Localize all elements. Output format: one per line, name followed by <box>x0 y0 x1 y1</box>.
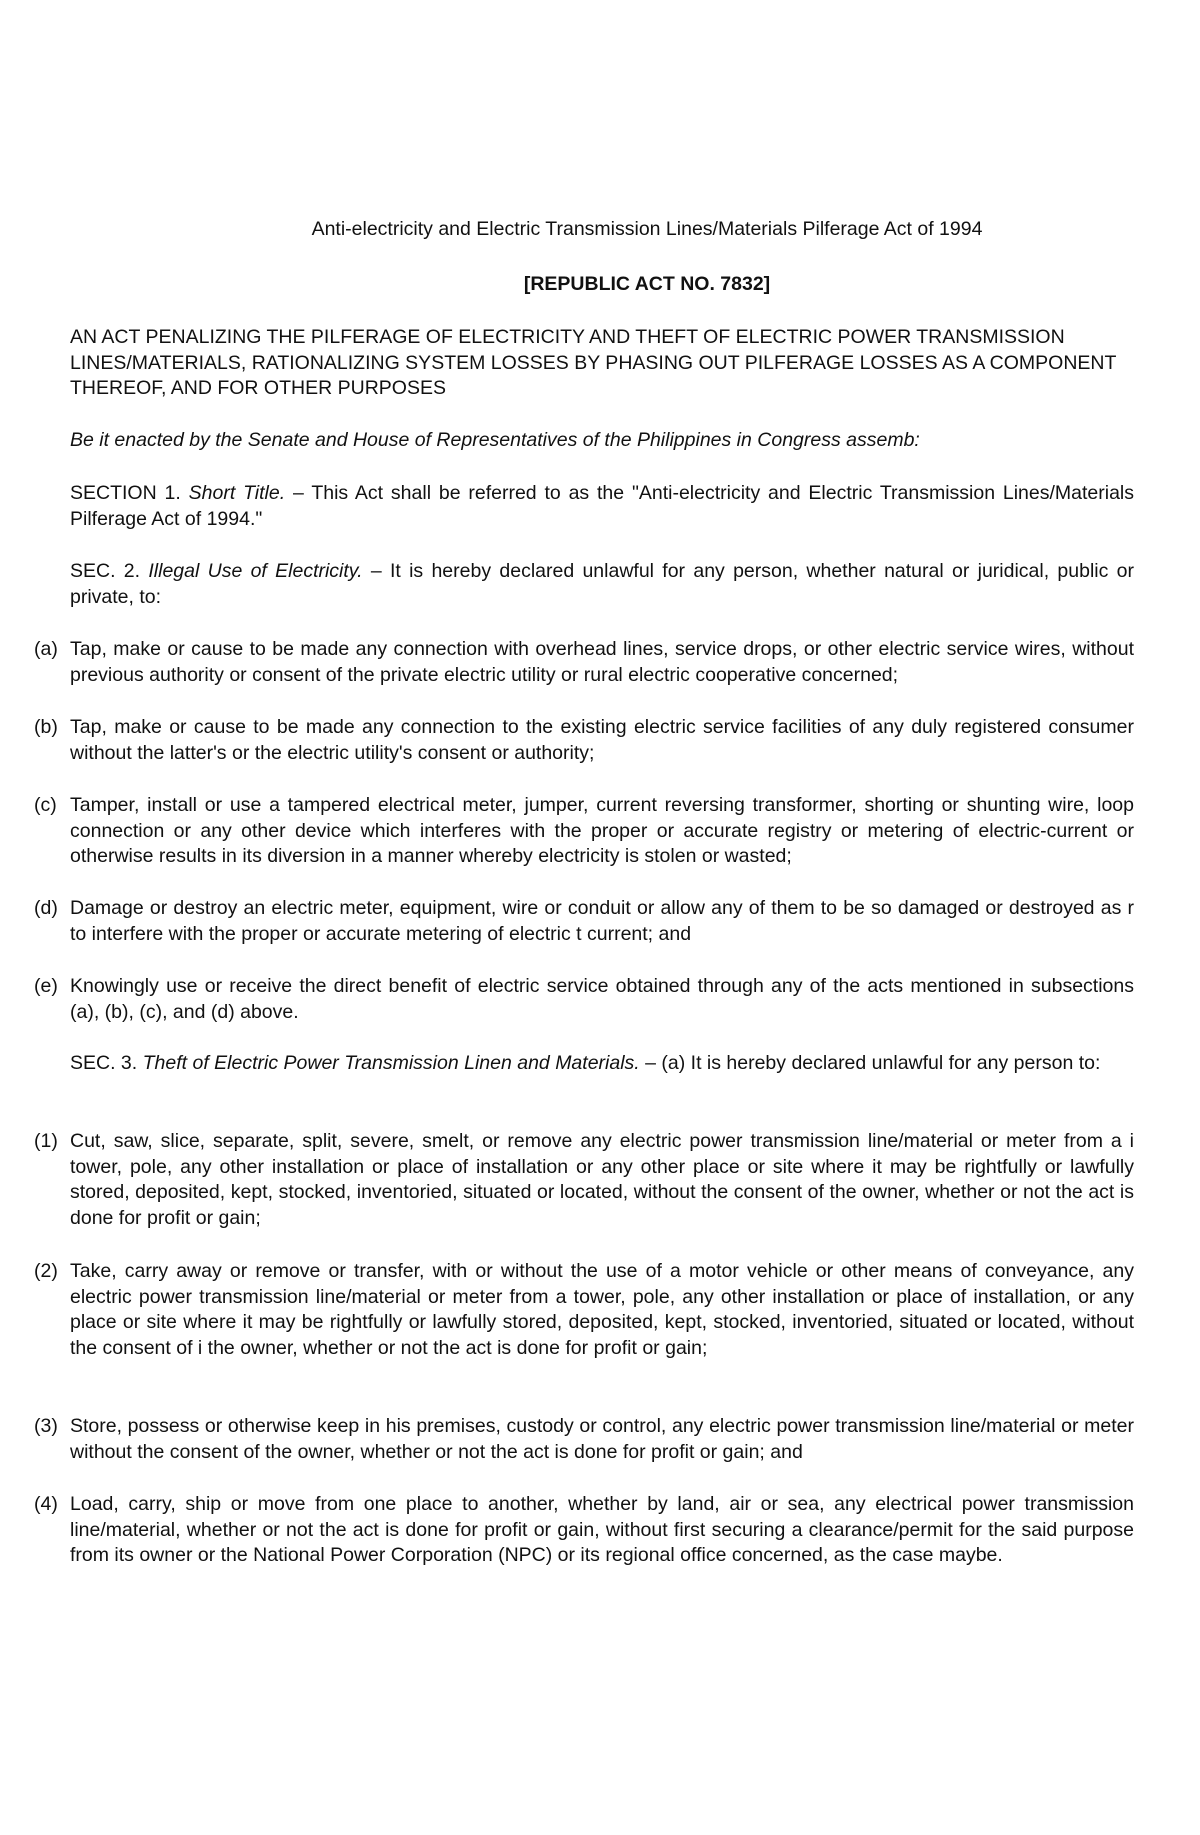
item-label: (c) <box>34 794 57 816</box>
item-text: Cut, saw, slice, separate, split, severe, smelt, or remove any electric power transmission line/material or meter from a i tower, pole, any other installation or place of installation or any other place or site where it may be rightfully or lawfully stored, deposited, kept, stocked, inventoried, situated or located, without the consent of the owner, whether or not the act is done for profit or gain; <box>70 1130 1134 1229</box>
section-3-item-2 <box>34 1259 1134 1361</box>
section-2-number: SEC. 2. <box>70 560 141 582</box>
item-text: Take, carry away or remove or transfer, with or without the use of a motor vehicle or other means of conveyance, any electric power transmission line/material or meter from a tower, pole, any other installation or place of installation, or any place or site where it may be rightfully or lawfully stored, deposited, kept, stocked, inventoried, situated or located, without the consent of i the owner, whether or not the act is done for profit or gain; <box>70 1260 1134 1359</box>
item-text: Tap, make or cause to be made any connection to the existing electric service facilities of any duly registered consumer without the latter's or the electric utility's consent or authority; <box>70 716 1134 764</box>
item-text: Tamper, install or use a tampered electrical meter, jumper, current reversing transformer, shorting or shunting wire, loop connection or any other device which interferes with the proper or accurate registry or metering of electric-current or otherwise results in its diversion in a manner whereby electricity is stolen or wasted; <box>70 794 1134 867</box>
act-heading: AN ACT PENALIZING THE PILFERAGE OF ELECTRICITY AND THEFT OF ELECTRIC POWER TRANSMISSION LINES/MATERIALS, RATIONALIZING SYSTEM LOSSES BY PHASING OUT PILFERAGE LOSSES AS A COMPONENT THEREOF, AND FOR OTHER PURPOSES <box>70 326 1117 399</box>
section-1-number: SECTION 1. <box>70 482 181 504</box>
document-title: Anti-electricity and Electric Transmission Lines/Materials Pilferage Act of 1994 <box>311 218 983 240</box>
item-text: Load, carry, ship or move from one place to another, whether by land, air or sea, any electrical power transmission line/material, whether or not the act is done for profit or gain, without first securing a clearance/permit for the said purpose from its owner or the National Power Corporation (NPC) or its regional office concerned, as the case maybe. <box>70 1493 1134 1566</box>
item-text: Damage or destroy an electric meter, equipment, wire or conduit or allow any of them to be so damaged or destroyed as r to interfere with the proper or accurate metering of electric t current; and <box>70 897 1134 945</box>
section-3-item-4 <box>34 1492 1134 1569</box>
item-label: (b) <box>34 716 58 738</box>
section-3-text: – (a) It is hereby declared unlawful for any person to: <box>645 1052 1101 1074</box>
section-3-number: SEC. 3. <box>70 1052 138 1074</box>
section-1-title: Short Title. <box>188 482 286 504</box>
section-3-item-3 <box>34 1414 1134 1465</box>
enacting-clause: Be it enacted by the Senate and House of Representatives of the Philippines in Congress assemb: <box>70 429 920 451</box>
section-2-item-d <box>34 896 1134 947</box>
item-label: (1) <box>34 1130 58 1152</box>
section-2-item-e <box>34 974 1134 1025</box>
section-2-item-a <box>34 637 1134 688</box>
item-text: Tap, make or cause to be made any connection with overhead lines, service drops, or other electric service wires, without previous authority or consent of the private electric utility or rural electric cooperative concerned; <box>70 638 1134 686</box>
item-text: Knowingly use or receive the direct benefit of electric service obtained through any of the acts mentioned in subsections (a), (b), (c), and (d) above. <box>70 975 1134 1023</box>
item-label: (4) <box>34 1493 58 1515</box>
section-2-item-c <box>34 793 1134 870</box>
section-2-text: – It is hereby declared unlawful for any person, whether natural or juridical, public or private, to: <box>70 560 1135 608</box>
section-3-title: Theft of Electric Power Transmission Linen and Materials. <box>142 1052 640 1074</box>
section-2-item-b <box>34 715 1134 766</box>
republic-act-number: [REPUBLIC ACT NO. 7832] <box>523 273 771 295</box>
section-3 <box>70 1051 1134 1077</box>
item-label: (d) <box>34 897 58 919</box>
section-1 <box>70 481 1134 532</box>
item-text: Store, possess or otherwise keep in his premises, custody or control, any electric power transmission line/material or meter without the consent of the owner, whether or not the act is done for profit or gain; and <box>70 1415 1134 1463</box>
section-1-text: – This Act shall be referred to as the "Anti-electricity and Electric Transmission Lines/Materials Pilferage Act of 1994." <box>70 482 1135 530</box>
section-2 <box>70 559 1134 610</box>
section-3-item-1 <box>34 1129 1134 1231</box>
item-label: (e) <box>34 975 58 997</box>
item-label: (a) <box>34 638 58 660</box>
section-2-title: Illegal Use of Electricity. <box>148 560 363 582</box>
item-label: (3) <box>34 1415 58 1437</box>
item-label: (2) <box>34 1260 58 1282</box>
